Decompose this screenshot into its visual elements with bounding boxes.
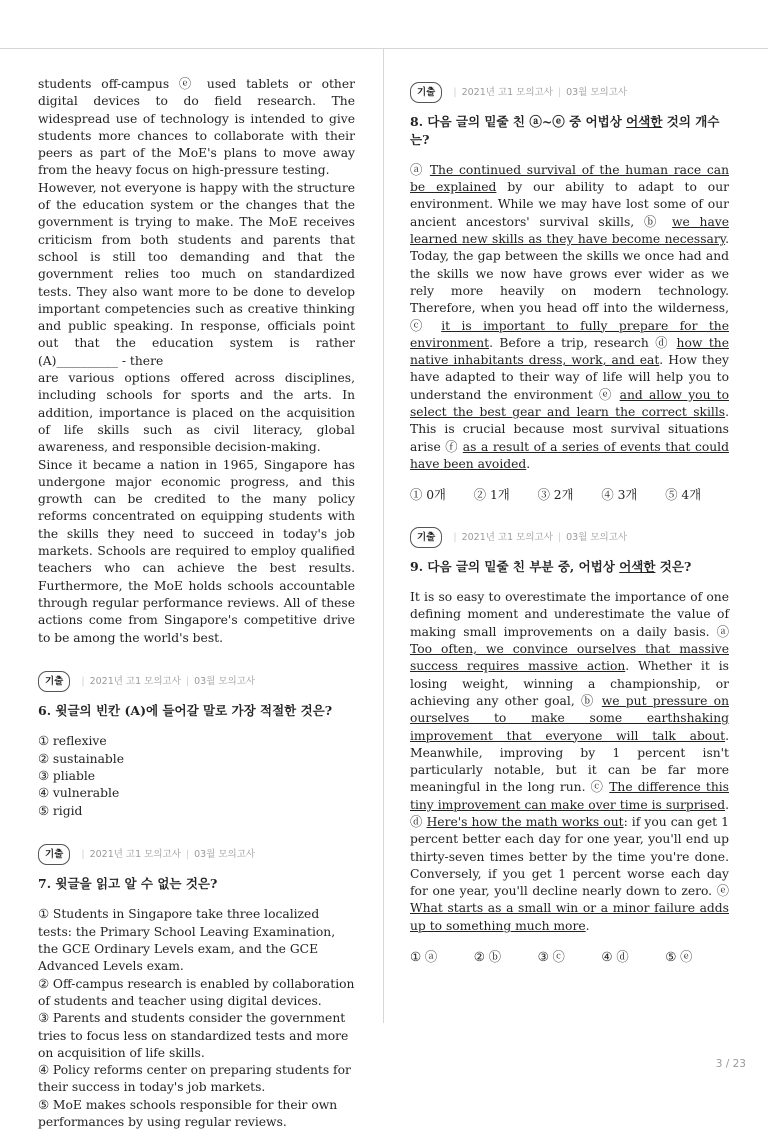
right-column bbox=[410, 82, 729, 966]
option-1[interactable]: ① ⓐ bbox=[410, 950, 438, 965]
option-5[interactable]: ⑤ rigid bbox=[38, 803, 83, 818]
option-3[interactable]: ③ 2개 bbox=[537, 488, 574, 503]
underline-d: how the native inhabitants dress, work, and eat bbox=[410, 335, 729, 368]
option-3[interactable]: ③ ⓒ bbox=[537, 950, 565, 965]
underline-d: Here's how the math works out bbox=[426, 814, 624, 829]
q9-source-row: 기출 | 2021년 고1 모의고사 | 03월 모의고사 bbox=[410, 527, 729, 548]
question-9-passage: It is so easy to overestimate the importance of one defining moment and underestimate the value of making small improvements on a daily basis. ⓐ Too often, we convince ourselves that massive success requires massive action. Whether it is losing weight, winning a championship, or achieving any other goal, ⓑ we put pressure on ourselves to make some earthshaking improvement that everyone will talk about. Meanwhile, improving by 1 percent isn't particularly notable, but it can be far more meaningful in the long run. ⓒ The difference this tiny improvement can make over time is surprised. ⓓ Here's how the math works out: if you can get 1 percent better each day for one year, you'll end up thirty-seven times better by the time you're done. Conversely, if you get 1 percent worse each day for one year, you'll decline nearly down to zero. ⓔ What starts as a small win or a minor failure adds up to something much more. bbox=[410, 590, 729, 933]
passage-paragraph-2: However, not everyone is happy with the structure of the education system or the changes that the government is trying to make. The MoE receives criticism from both students and parents that school is still too demanding and that the government relies too much on standardized tests. They also want more to be done to develop important competencies such as creative thinking and public speaking. In response, officials point out that the education system is rather (A)__________ - there bbox=[38, 180, 355, 368]
q7-source-row: 기출 | 2021년 고1 모의고사 | 03월 모의고사 bbox=[38, 844, 355, 865]
option-5[interactable]: ⑤ ⓔ bbox=[665, 950, 693, 965]
option-2[interactable]: ② ⓑ bbox=[473, 950, 502, 965]
question-6-options bbox=[38, 733, 355, 819]
exam-month: 03월 모의고사 bbox=[566, 531, 628, 543]
question-7-options bbox=[38, 906, 355, 1131]
underline-a: Too often, we convince ourselves that massive success requires massive action bbox=[410, 642, 729, 674]
underline-c: it is important to fully prepare for the environment bbox=[410, 318, 729, 350]
passage-paragraph-4: Since it became a nation in 1965, Singapore has undergone major economic progress, and this growth can be credited to the many policy reforms concentrated on equipping students with the skills they need to succeed in today's job markets. Schools are required to employ qualified teachers who can achieve the best results. Furthermore, the MoE holds schools accountable through regular performance reviews. All of these actions come from Singapore's competitive drive to be among the world's best. bbox=[38, 457, 355, 645]
q6-source-row: 기출 | 2021년 고1 모의고사 | 03월 모의고사 bbox=[38, 671, 355, 692]
exam-source: 2021년 고1 모의고사 bbox=[89, 675, 181, 687]
question-8-title: 8. 다음 글의 밑줄 친 ⓐ~ⓔ 중 어법상 어색한 것의 개수는? bbox=[410, 114, 720, 147]
option-2[interactable]: ② sustainable bbox=[38, 751, 125, 766]
exam-source: 2021년 고1 모의고사 bbox=[461, 87, 553, 98]
exam-month: 03월 모의고사 bbox=[194, 848, 256, 860]
question-6-title: 6. 윗글의 빈칸 (A)에 들어갈 말로 가장 적절한 것은? bbox=[38, 703, 333, 719]
option-4[interactable]: ④ vulnerable bbox=[38, 786, 120, 801]
underline-b: we have learned new skills as they have become necessary bbox=[410, 214, 730, 247]
option-4[interactable]: ④ ⓓ bbox=[601, 950, 629, 965]
exam-month: 03월 모의고사 bbox=[566, 87, 628, 98]
underline-b: we put pressure on ourselves to make some earthshaking improvement that everyone will talk about bbox=[410, 693, 729, 743]
underline-a: The continued survival of the human race can be explained bbox=[410, 162, 729, 195]
option-4[interactable]: ④ Policy reforms center on preparing students for their success in today's job markets. bbox=[38, 1063, 351, 1095]
option-1[interactable]: ① Students in Singapore take three localized tests: the Primary School Leaving Examination, the GCE Ordinary Levels exam, and the GCE Advanced Levels exam. bbox=[38, 907, 336, 974]
passage-paragraph-1: students off-campus ⓔ used tablets or other digital devices to do field research. The widespread use of technology is intended to give students more chances to collaborate with their peers as part of the MoE's plans to move away from the heavy focus on high-pressure testing. bbox=[38, 77, 355, 178]
column-divider bbox=[383, 48, 384, 1023]
underline-c: The difference this tiny improvement can make over time is surprised bbox=[410, 780, 729, 812]
exam-month: 03월 모의고사 bbox=[194, 675, 256, 687]
underline-e: What starts as a small win or a minor failure adds up to something much more bbox=[410, 901, 729, 933]
option-2[interactable]: ② 1개 bbox=[473, 488, 510, 503]
past-exam-badge: 기출 bbox=[38, 844, 70, 865]
question-8-options bbox=[410, 487, 729, 504]
exam-source: 2021년 고1 모의고사 bbox=[461, 531, 553, 543]
option-2[interactable]: ② Off-campus research is enabled by collaboration of students and teacher using digital devices. bbox=[38, 976, 355, 1008]
page-number: 3 / 23 bbox=[715, 1058, 746, 1070]
exam-source: 2021년 고1 모의고사 bbox=[89, 848, 181, 860]
question-7-title: 7. 윗글을 읽고 알 수 없는 것은? bbox=[38, 876, 218, 892]
past-exam-badge: 기출 bbox=[38, 671, 70, 692]
option-3[interactable]: ③ pliable bbox=[38, 768, 96, 783]
header-rule bbox=[0, 48, 768, 49]
option-3[interactable]: ③ Parents and students consider the government tries to focus less on standardized tests and more on acquisition of life skills. bbox=[38, 1011, 349, 1060]
q8-source-row: 기출 | 2021년 고1 모의고사 | 03월 모의고사 bbox=[410, 82, 729, 103]
left-column bbox=[38, 76, 355, 1131]
question-9-title: 9. 다음 글의 밑줄 친 부분 중, 어법상 어색한 것은? bbox=[410, 558, 692, 574]
past-exam-badge: 기출 bbox=[410, 82, 442, 103]
option-4[interactable]: ④ 3개 bbox=[601, 488, 638, 503]
option-1[interactable]: ① reflexive bbox=[38, 734, 107, 749]
option-5[interactable]: ⑤ 4개 bbox=[665, 488, 702, 503]
question-8-passage: ⓐ The continued survival of the human race can be explained by our ability to adapt to our environment. While we may have lost some of our ancient ancestors' survival skills, ⓑ we have learned new skills as they have become necessary. Today, the gap between the skills we once had and the skills we now have grows ever wider as we rely more heavily on modern technology. Therefore, when you head off into the wilderness, ⓒ it is important to fully prepare for the environment. Before a trip, research ⓓ how the native inhabitants dress, work, and eat. How they have adapted to their way of life will help you to understand the environment ⓔ and allow you to select the best gear and learn the correct skills. This is crucial because most survival situations arise ⓕ as a result of a series of events that could have been avoided. bbox=[410, 162, 730, 471]
underline-f: as a result of a series of events that could have been avoided bbox=[410, 439, 729, 471]
option-1[interactable]: ① 0개 bbox=[410, 488, 446, 503]
option-5[interactable]: ⑤ MoE makes schools responsible for their own performances by using regular reviews. bbox=[38, 1097, 338, 1130]
underline-e: and allow you to select the best gear and learn the correct skills bbox=[410, 387, 730, 420]
question-9-options bbox=[410, 949, 729, 966]
past-exam-badge: 기출 bbox=[410, 527, 442, 548]
passage-paragraph-3: are various options offered across disciplines, including schools for sports and the arts. In addition, importance is placed on the acquisition of life skills such as civil literacy, global awareness, and responsible decision-making. bbox=[38, 371, 355, 455]
